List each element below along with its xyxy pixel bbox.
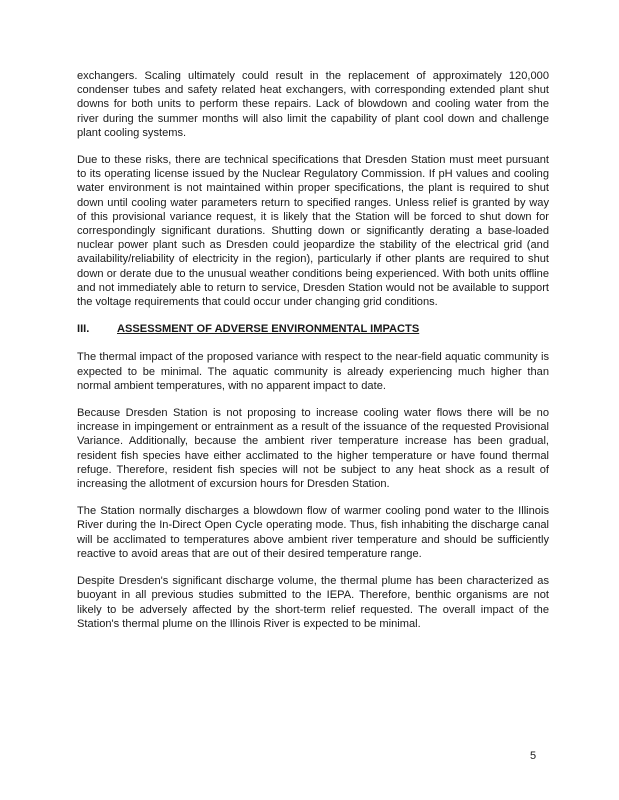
section-number: III.	[77, 323, 90, 336]
paragraph-risks: Due to these risks, there are technical specifications that Dresden Station must meet pursuant to its operating license issued by the Nuclear Regulatory Commission. If pH values and cooling water environment is not maintained within proper specifications, the plant is required to shut down until cooling water parameters return to specified ranges. Unless relief is granted by way of this provisional variance request, it is likely that the Station will be forced to shut down for correspondingly significant durations. Shutting down or significantly derating a base-loaded nuclear power plant such as Dresden could jeopardize the stability of the electrical grid (and availability/reliability of electricity in the region), particularly if other plants are required to shut down or derate due to the unusual weather conditions being experienced. With both units offline and not immediately able to return to service, Dresden Station would not be available to support the voltage requirements that could occur under changing grid conditions.	[77, 154, 549, 309]
document-body	[77, 69, 549, 644]
section-heading	[77, 322, 549, 336]
paragraph-thermal-plume: Despite Dresden's significant discharge volume, the thermal plume has been characterized as buoyant in all previous studies submitted to the IEPA. Therefore, benthic organisms are not likely to be adversely affected by the short-term relief requested. The overall impact of the Station's thermal plume on the Illinois River is expected to be minimal.	[77, 575, 549, 630]
paragraph-thermal-impact: The thermal impact of the proposed variance with respect to the near-field aquatic community is expected to be minimal. The aquatic community is already experiencing much higher than normal ambient temperatures, with no apparent impact to date.	[77, 351, 549, 392]
section-title: ASSESSMENT OF ADVERSE ENVIRONMENTAL IMPACTS	[117, 323, 420, 336]
paragraph-blowdown: The Station normally discharges a blowdown flow of warmer cooling pond water to the Illinois River during the In-Direct Open Cycle operating mode. Thus, fish inhabiting the discharge canal will be acclimated to temperatures above ambient river temperature and should be sufficiently reactive to avoid areas that are out of their desired temperature range.	[77, 505, 549, 560]
paragraph-impingement: Because Dresden Station is not proposing to increase cooling water flows there will be no increase in impingement or entrainment as a result of the issuance of the requested Provisional Variance. Additionally, because the ambient river temperature increase has been gradual, resident fish species have either acclimated to the higher temperature or have found thermal refuge. Therefore, resident fish species will not be subject to any heat shock as a result of increasing the allotment of excursion hours for Dresden Station.	[77, 407, 549, 491]
paragraph-scaling: exchangers. Scaling ultimately could result in the replacement of approximately 120,000 condenser tubes and safety related heat exchangers, with corresponding extended plant shut downs for both units to perform these repairs. Lack of blowdown and cooling water from the river during the summer months will also limit the capability of plant cool down and challenge plant cooling systems.	[77, 70, 549, 139]
page-number: 5	[530, 750, 537, 762]
